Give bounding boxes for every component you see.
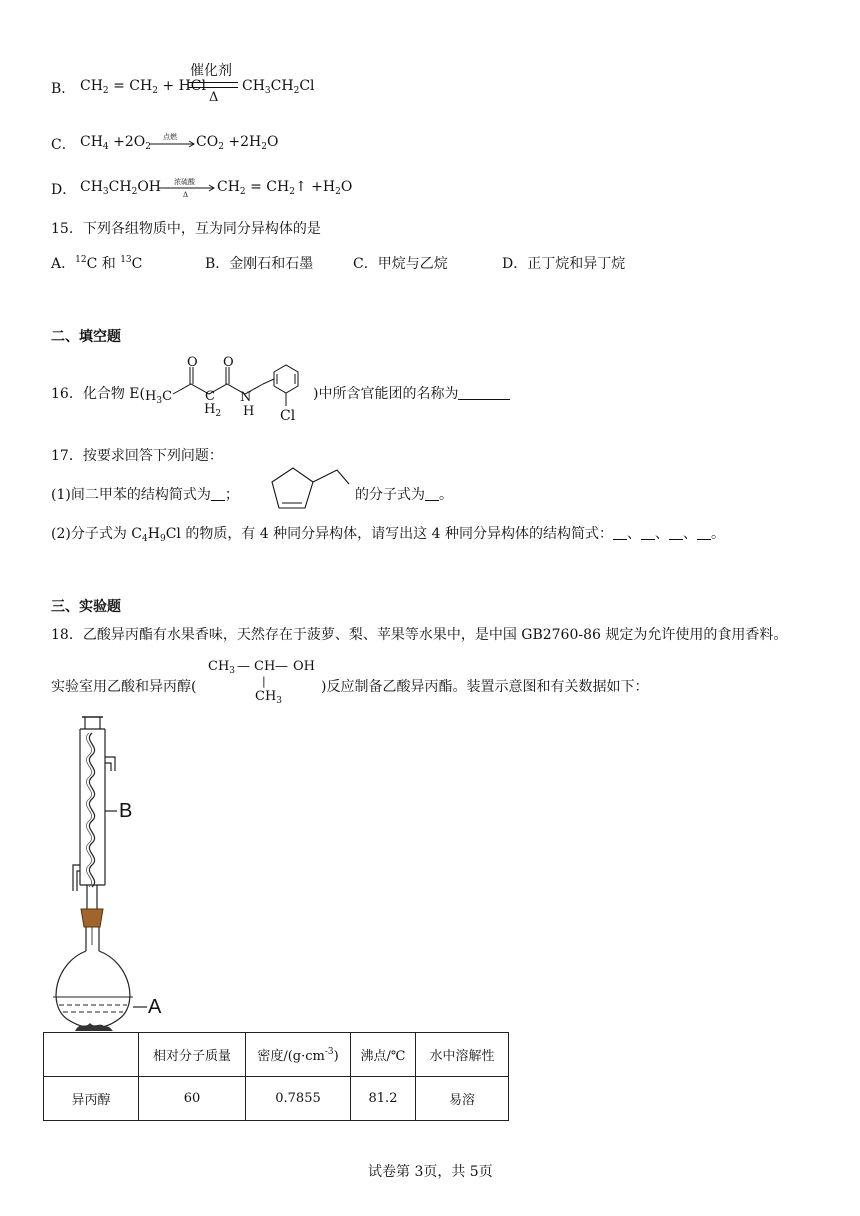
q15-option-c: C．甲烷与乙烷 [353,256,448,272]
table-cell: 异丙醇 [44,1077,139,1121]
q17-part1: (1)间二甲苯的结构简式为 ； [51,487,239,503]
table-header-cell: 沸点/℃ [351,1033,416,1077]
q17-blank-2[interactable] [425,488,439,501]
q14-option-b-double-arrow [188,82,238,88]
q16-ch2-h: $H_2$ [204,402,222,419]
q17-stem: 17．按要求回答下列问题： [51,448,223,464]
q14-option-b: B． [51,81,76,97]
q16-ch2-c: C [205,389,215,404]
q15-stem: 15．下列各组物质中，互为同分异构体的是 [51,221,321,237]
table-cell: 60 [139,1077,246,1121]
table-cell: 81.2 [351,1077,416,1121]
table-header-row [44,1033,509,1077]
q16-n: N [240,390,252,405]
apparatus-label-a: A [148,996,162,1018]
table-header-cell [44,1033,139,1077]
q14-option-c-rhs: $CO_2 +2H_2O$ [196,134,279,152]
q14-option-d-condition-bottom: Δ [183,191,189,199]
q14-option-d-condition-top: 浓硫酸 [174,178,195,186]
section-heading-fill-in: 二、填空题 [51,329,121,345]
properties-table [43,1032,509,1121]
table-header-cell: 水中溶解性 [416,1033,509,1077]
q15-option-d: D．正丁烷和异丁烷 [502,256,626,272]
q17-blank-3[interactable] [613,527,627,540]
q16-o2: O [223,355,234,370]
table-header-cell: 相对分子质量 [139,1033,246,1077]
q14-option-d-rhs: $CH_2$ = $CH_2↑ +H_2O$ [217,179,353,197]
q18-line2-a: 实验室用乙酸和异丙醇( [51,679,197,695]
table-row [44,1077,509,1121]
q16-answer-blank[interactable] [458,387,510,400]
q14-option-b-lhs: $CH_2 = CH_2$ + HCl [80,78,206,96]
q17-cyclopentene-structure [245,462,355,520]
q15-option-b: B．金刚石和石墨 [205,256,314,272]
table-header-cell: 密度$/(g\cdot cm^{-3})$ [246,1033,351,1077]
q14-option-c-arrow [150,140,196,148]
q17-blank-6[interactable] [697,527,711,540]
q18-isopropanol-bar: | [262,675,266,688]
q18-line1: 18．乙酸异丙酯有水果香味，天然存在于菠萝、梨、苹果等水果中，是中国 GB2760-86 规定为允许使用的食用香料。 [51,627,788,643]
q17-blank-4[interactable] [641,527,655,540]
q18-isopropanol-dash1: — [237,659,250,674]
q17-blank-5[interactable] [669,527,683,540]
q17-part2: (2)分子式为 $C_4H_9Cl$ 的物质，有 4 种同分异构体，请写出这 4 种同分异构体的结构简式： 、 、 、 。 [51,526,725,544]
q16-cl: Cl [280,408,296,424]
q16-prefix: 16．化合物 E( [51,386,145,402]
q16-h3c: $H_3C$ [145,389,173,406]
q16-o1: O [187,355,198,370]
q18-isopropanol-ch3b: $CH_3$ [255,689,283,706]
q18-isopropanol-ch3a: $CH_3$ [208,659,236,676]
q14-option-c-lhs: $CH_4 +2O_2$ [80,134,151,152]
q18-isopropanol-dash2: — [275,659,288,674]
q14-option-b-rhs: $CH_3CH_2Cl$ [242,78,315,96]
q14-option-b-catalyst: 催化剂 [190,63,232,79]
q18-line2-b: )反应制备乙酸异丙酯。装置示意图和有关数据如下： [321,679,649,695]
q17-part1-formula: 的分子式为 。 [355,487,453,503]
q16-h: H [243,404,255,419]
apparatus-label-b: B [119,800,133,822]
q14-option-d: D． [51,182,77,198]
reflux-apparatus-diagram [45,713,175,1035]
page-footer: 试卷第 3页，共 5页 [368,1164,493,1180]
q14-option-c-condition: 点燃 [163,133,177,141]
q14-option-b-heat: Δ [209,90,219,105]
q17-blank-1[interactable] [211,488,225,501]
table-cell: 易溶 [416,1077,509,1121]
q16-suffix: )中所含官能团的名称为 [313,383,510,403]
q18-isopropanol-oh: OH [293,659,315,674]
section-heading-experiment: 三、实验题 [51,599,121,615]
q14-option-c: C． [51,137,76,153]
q18-isopropanol-ch: CH [254,659,276,674]
q15-option-a: A．$^{12}$C 和 $^{13}$C [51,255,143,272]
q14-option-d-lhs: $CH_3CH_2OH$ [80,179,161,197]
table-cell: 0.7855 [246,1077,351,1121]
